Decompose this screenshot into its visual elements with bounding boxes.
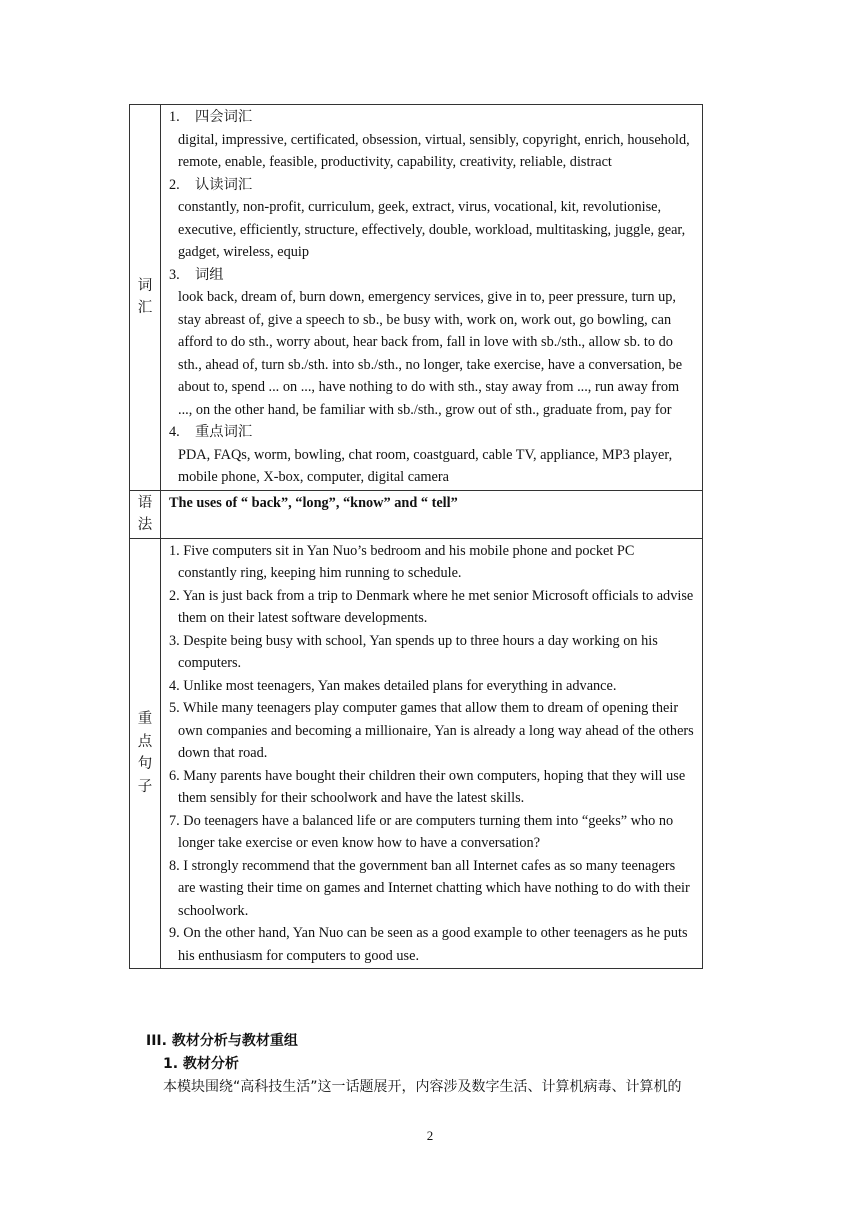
- key-sentence: 3. Despite being busy with school, Yan spends up to three hours a day working on his computers.: [169, 632, 658, 671]
- grammar-label: 语 法: [130, 490, 161, 538]
- vocab-section-heading: 2. 认读词汇: [169, 176, 253, 193]
- key-sentence: 5. While many teenagers play computer games that allow them to dream of opening their own companies and becoming a millionaire, Yan is already a long way ahead of the others down that road.: [169, 700, 694, 761]
- page-number: 2: [426, 1128, 434, 1143]
- vocab-row: [130, 105, 703, 491]
- sentences-label: 重 点 句 子: [130, 538, 161, 969]
- sentences-row: [130, 538, 703, 969]
- grammar-text: The uses of “ back”, “long”, “know” and “ tell”: [169, 494, 458, 511]
- key-sentence: 4. Unlike most teenagers, Yan makes detailed plans for everything in advance.: [169, 677, 617, 694]
- key-sentence: 2. Yan is just back from a trip to Denmark where he met senior Microsoft officials to advise them on their latest software developments.: [169, 587, 694, 626]
- section-heading: III. 教材分析与教材重组: [146, 1033, 298, 1049]
- vocab-section-heading: 3. 词组: [169, 266, 224, 283]
- sentences-content: [161, 538, 703, 969]
- vocab-content: [161, 105, 703, 491]
- vocab-section-text: PDA, FAQs, worm, bowling, chat room, coastguard, cable TV, appliance, MP3 player, mobile phone, X-box, computer, digital camera: [178, 446, 673, 485]
- key-sentence: 7. Do teenagers have a balanced life or are computers turning them into “geeks” who no longer take exercise or even know how to have a conversation?: [169, 812, 674, 851]
- vocab-label: 词 汇: [130, 105, 161, 491]
- key-sentence: 6. Many parents have bought their children their own computers, hoping that they will use them sensibly for their schoolwork and have the latest skills.: [169, 767, 686, 806]
- section-paragraph: 本模块围绕“高科技生活”这一话题展开，内容涉及数字生活、计算机病毒、计算机的: [163, 1079, 682, 1095]
- key-sentence: 9. On the other hand, Yan Nuo can be seen as a good example to other teenagers as he puts his enthusiasm for computers to good use.: [169, 925, 688, 964]
- grammar-content: [161, 490, 703, 538]
- grammar-row: [130, 490, 703, 538]
- vocab-section-heading: 4. 重点词汇: [169, 424, 253, 440]
- key-sentence: 8. I strongly recommend that the government ban all Internet cafes as so many teenagers are wasting their time on games and Internet chatting which have nothing to do with their schoolwork.: [169, 857, 690, 919]
- lesson-table: [129, 104, 703, 969]
- vocab-section-text: digital, impressive, certificated, obsession, virtual, sensibly, copyright, enrich, household, remote, enable, feasible, productivity, capability, creativity, reliable, distract: [178, 131, 690, 170]
- subsection-heading: 1. 教材分析: [163, 1056, 239, 1072]
- vocab-section-heading: 1. 四会词汇: [169, 109, 253, 125]
- vocab-section-text: look back, dream of, burn down, emergency services, give in to, peer pressure, turn up, stay abreast of, give a speech to sb., be busy with, work on, work out, go bowling, can afford to do sth., worry about, hear back from, fall in love with sb./sth., allow sb. to do sth., ahead of, turn sb./sth. into sb./sth., no longer, take exercise, have a conversation, be about to, spend ... on ..., have nothing to do with sth., stay away from ..., run away from ..., on the other hand, be familiar with sb./sth., grow out of sth., graduate from, pay for: [178, 289, 683, 418]
- key-sentence: 1. Five computers sit in Yan Nuo’s bedroom and his mobile phone and pocket PC constantly ring, keeping him running to schedule.: [169, 542, 635, 581]
- vocab-section-text: constantly, non-profit, curriculum, geek, extract, virus, vocational, kit, revolutionise, executive, efficiently, structure, effectively, double, workload, multitasking, juggle, gear, gadget, wireless, equip: [178, 199, 686, 260]
